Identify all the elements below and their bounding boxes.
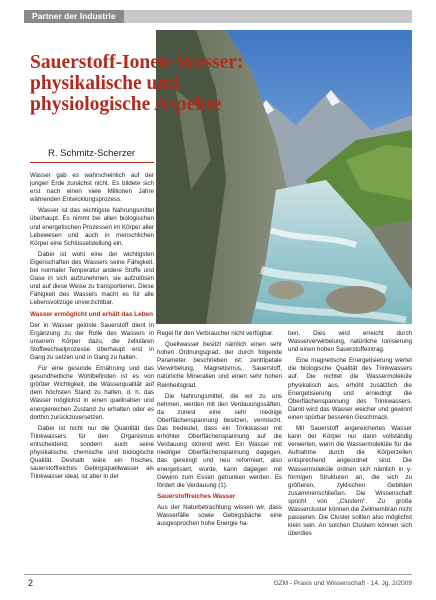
column-2 bbox=[157, 330, 282, 531]
paragraph: Die Nahrungsmittel, die wir zu uns nehmen, werden mit den Verdauungssäften, da zunest eine sehr niedrige Oberflächenspannung besitzen, vermischt. Das bedeutet, dass ein Trinkwasser mit erhöhter Oberflächenspannung auf die Verdauung störend wirkt. Ein Wasser mit niedriger Oberflächenspannung dagegen, das gereinigt und neu reformiert, also energetisiert, wurde, kann dagegen mit Gewinn zum Essen getrunken werden. Es fördert die Verdauung (1). bbox=[157, 392, 282, 489]
page-number: 2 bbox=[28, 578, 34, 588]
paragraph: ben. Dies wird erreicht durch Wasserverwirbelung, natürliche Ionisierung und einen hohen Sauerstoffeintrag. bbox=[288, 330, 412, 354]
paragraph: Wasser gab es wahrscheinlich auf der jungen Erde zunächst nicht. Es bildete sich erst nach einen viele Millionen Jahre währenden Entwicklungsprozess. bbox=[30, 172, 154, 204]
article-title: Sauerstoff-Ionen-Wasser: physikalische und physiologische Aspekte bbox=[30, 52, 244, 115]
paragraph: Wasser ist das wichtigste Nahrungsmittel überhaupt. Es nimmt bei allen biologischen und energetischen Prozessen im Körper aller Lebewesen und auch in menschlichen Körper eine Schlüsselstellung ein. bbox=[30, 207, 154, 247]
column-1 bbox=[30, 172, 154, 484]
paragraph: Dabei ist nicht nur die Quantität des Trinkwassers für den Organismus entscheidend, sondern auch seine physikalische, chemische und biologische Qualität. Deshalb wäre ein frisches, sauerstoffreiches Gebirgsquellwasser als Trinkwasser ideal, ist aber in der bbox=[30, 424, 154, 481]
section-heading: Sauerstoffreiches Wasser bbox=[157, 492, 236, 500]
paragraph: Eine magnetische Energetisierung wertet die biologische Qualität des Trinkwassers auf. Die nichtet die Wassermoleküle physikalisch aus, erhöht zusätzlich die Energetisierung und erniedrigt die Oberflächenspannung des Trinkwassers. Damit wird das Wasser weicher und gewinnt einen spürbar besseren Geschmack. bbox=[288, 357, 412, 421]
footer-rule bbox=[24, 574, 412, 575]
paragraph: Quellwasser besitzt nämlich einen sehr hohen Ordnungsgrad, der durch folgende Parameter beschrieben ist: zentripetale Verwirbelung, Magnetismus, Sauerstoff, natürliche Mineralien und einen sehr hohen Reinheitsgrad. bbox=[157, 341, 282, 389]
title-rule bbox=[30, 162, 154, 163]
section-heading: Wasser ermöglicht und erhält das Leben bbox=[30, 310, 153, 318]
column-3 bbox=[288, 330, 412, 541]
journal-reference: GZM - Praxis und Wissenschaft · 14. Jg. 2/2009 bbox=[273, 580, 412, 587]
article-author: R. Schmitz-Scherzer bbox=[48, 148, 136, 159]
section-tag: Partner der Industrie bbox=[24, 10, 124, 23]
paragraph: Für eine gesunde Ernährung und das gesundheitliche Wohlbefinden ist es von größter Wichtigkeit, die Wasserqualität auf dem höchsten Stand zu halten, d. h. das Wasser möglichst in einen quellnahen und energiereichen Zustand zu erhalten oder es dorthin zurückzuversetzen. bbox=[30, 365, 154, 421]
paragraph: Der in Wasser gelöste Sauerstoff dient in Ergänzung zu der Rolle des Wassers in unserem Körper dazu, die zellulären Stoffwechselprozesse überhaupt erst in Gang zu setzen und in Gang zu halten. bbox=[30, 321, 154, 361]
paragraph: Aus der Naturbetrachtung wissen wir, dass Wasserfälle sowie Gebirgsbäche eine ausgesprochen hohe Energie ha- bbox=[157, 503, 282, 528]
paragraph: Mit Sauerstoff angereichertes Wasser kann der Körper nur dann vollständig verwerten, wenn die Wassermoleküle für die Aufnahme durch die Körperzellen entsprechend angeordnet sind. Die Wassermoleküle ordnen sich nämlich in y-förmigen Strukturen an, die sich zu größeren, zyklischen Gebilden zusammenschließen. Die Wissenschaft spricht von „Clustern“. Zu große Wassercluster können die Zellmembran nicht passieren. Die Cluster sollten also möglichst klein sein. An solchen Clustern können sich überdies bbox=[288, 425, 412, 538]
paragraph: Dabei ist wohl eine der wichtigsten Eigenschaften des Wassers seine Fähigkeit, bei normaler Temperatur andere Stoffe und Gase in sich aufzunehmen, sie aufzulösen und auf diese Weise zu transportieren. Diese Fähigkeit des Wassers macht es für alle Lebensvollzüge unverzichtbar. bbox=[30, 250, 154, 307]
paragraph: Regel für den Verbraucher nicht verfügbar. bbox=[157, 330, 274, 337]
